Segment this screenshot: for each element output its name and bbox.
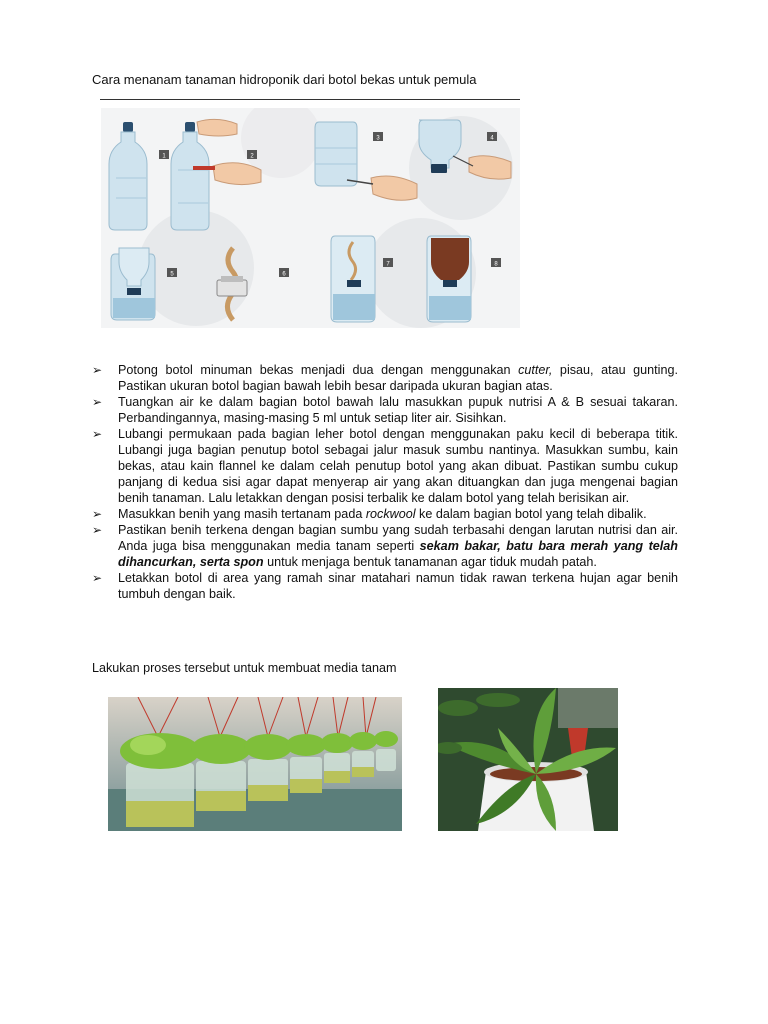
document-title: Cara menanam tanaman hidroponik dari botol bekas untuk pemula (92, 72, 477, 87)
closing-text: Lakukan proses tersebut untuk membuat media tanam (92, 661, 397, 675)
step-text-segment: Lubangi permukaan pada bagian leher botol dengan menggunakan paku kecil di beberapa titik. Lubangi juga bagian penutup botol sebagai jalur masuk sumbu nantinya. Masukkan sumbu, kain bekas, atau kain flannel ke dalam celah penutup botol yang akan dibuat. Pastikan sumbu cukup panjang di kedua sisi agar dapat menyerap air yang akan dituangkan dan juga mengenai bagian benih tanaman. Lalu letakkan dengan posisi terbalik ke dalam botol yang telah berisikan air. (118, 427, 678, 505)
step-label: 8 (494, 261, 498, 268)
step-item (92, 394, 678, 426)
hanging-bottle-lettuce-photo (108, 697, 402, 831)
step-item (92, 570, 678, 602)
step-item (92, 426, 678, 506)
step-label: 3 (376, 135, 380, 142)
hydroponic-bottle-steps-illustration (101, 108, 520, 328)
step-label: 4 (490, 135, 494, 142)
arrowhead-bullet-icon: ➢ (92, 395, 103, 409)
step-text-segment: cutter, (518, 363, 553, 377)
step-item (92, 362, 678, 394)
step-item (92, 506, 678, 522)
step-text-segment: Tuangkan air ke dalam bagian botol bawah lalu masukkan pupuk nutrisi A & B sesuai takaran. Perbandingannya, masing-masing 5 ml untuk setiap liter air. Sisihkan. (118, 395, 678, 425)
step-item (92, 522, 678, 570)
step-text-segment: ke dalam bagian botol yang telah dibalik. (415, 507, 647, 521)
step-text-segment: Pastikan benih terkena dengan bagian sumbu yang sudah terbasahi dengan larutan nutrisi dan air. Anda juga bisa menggunakan media tanam seperti (118, 523, 678, 553)
step-text-segment: Letakkan botol di area yang ramah sinar matahari namun tidak rawan terkena hujan agar benih tumbuh dengan baik. (118, 571, 678, 601)
steps-list (92, 362, 678, 602)
arrowhead-bullet-icon: ➢ (92, 523, 103, 537)
arrowhead-bullet-icon: ➢ (92, 571, 103, 585)
step-text-segment: pisau, atau gunting. Pastikan ukuran botol bagian bawah lebih besar daripada ukuran bagian atas. (118, 363, 678, 393)
arrowhead-bullet-icon: ➢ (92, 507, 103, 521)
step-label: 1 (162, 153, 166, 160)
step-label: 6 (282, 271, 286, 278)
step-label: 5 (170, 271, 174, 278)
title-underline (100, 99, 520, 100)
step-text-segment: rockwool (365, 507, 416, 521)
step-text-segment: Potong botol minuman bekas menjadi dua dengan menggunakan (118, 363, 519, 377)
step-label: 2 (250, 153, 254, 160)
step-text-segment: Masukkan benih yang masih tertanam pada (118, 507, 366, 521)
arrowhead-bullet-icon: ➢ (92, 427, 103, 441)
step-text-segment: sekam bakar, batu bara merah yang telah dihancurkan, serta spon (118, 539, 678, 569)
arrowhead-bullet-icon: ➢ (92, 363, 103, 377)
potted-plant-bucket-photo (438, 688, 618, 831)
step-label: 7 (386, 261, 390, 268)
step-text-segment: untuk menjaga bentuk tanamanan agar tiduk mudah patah. (263, 555, 597, 569)
